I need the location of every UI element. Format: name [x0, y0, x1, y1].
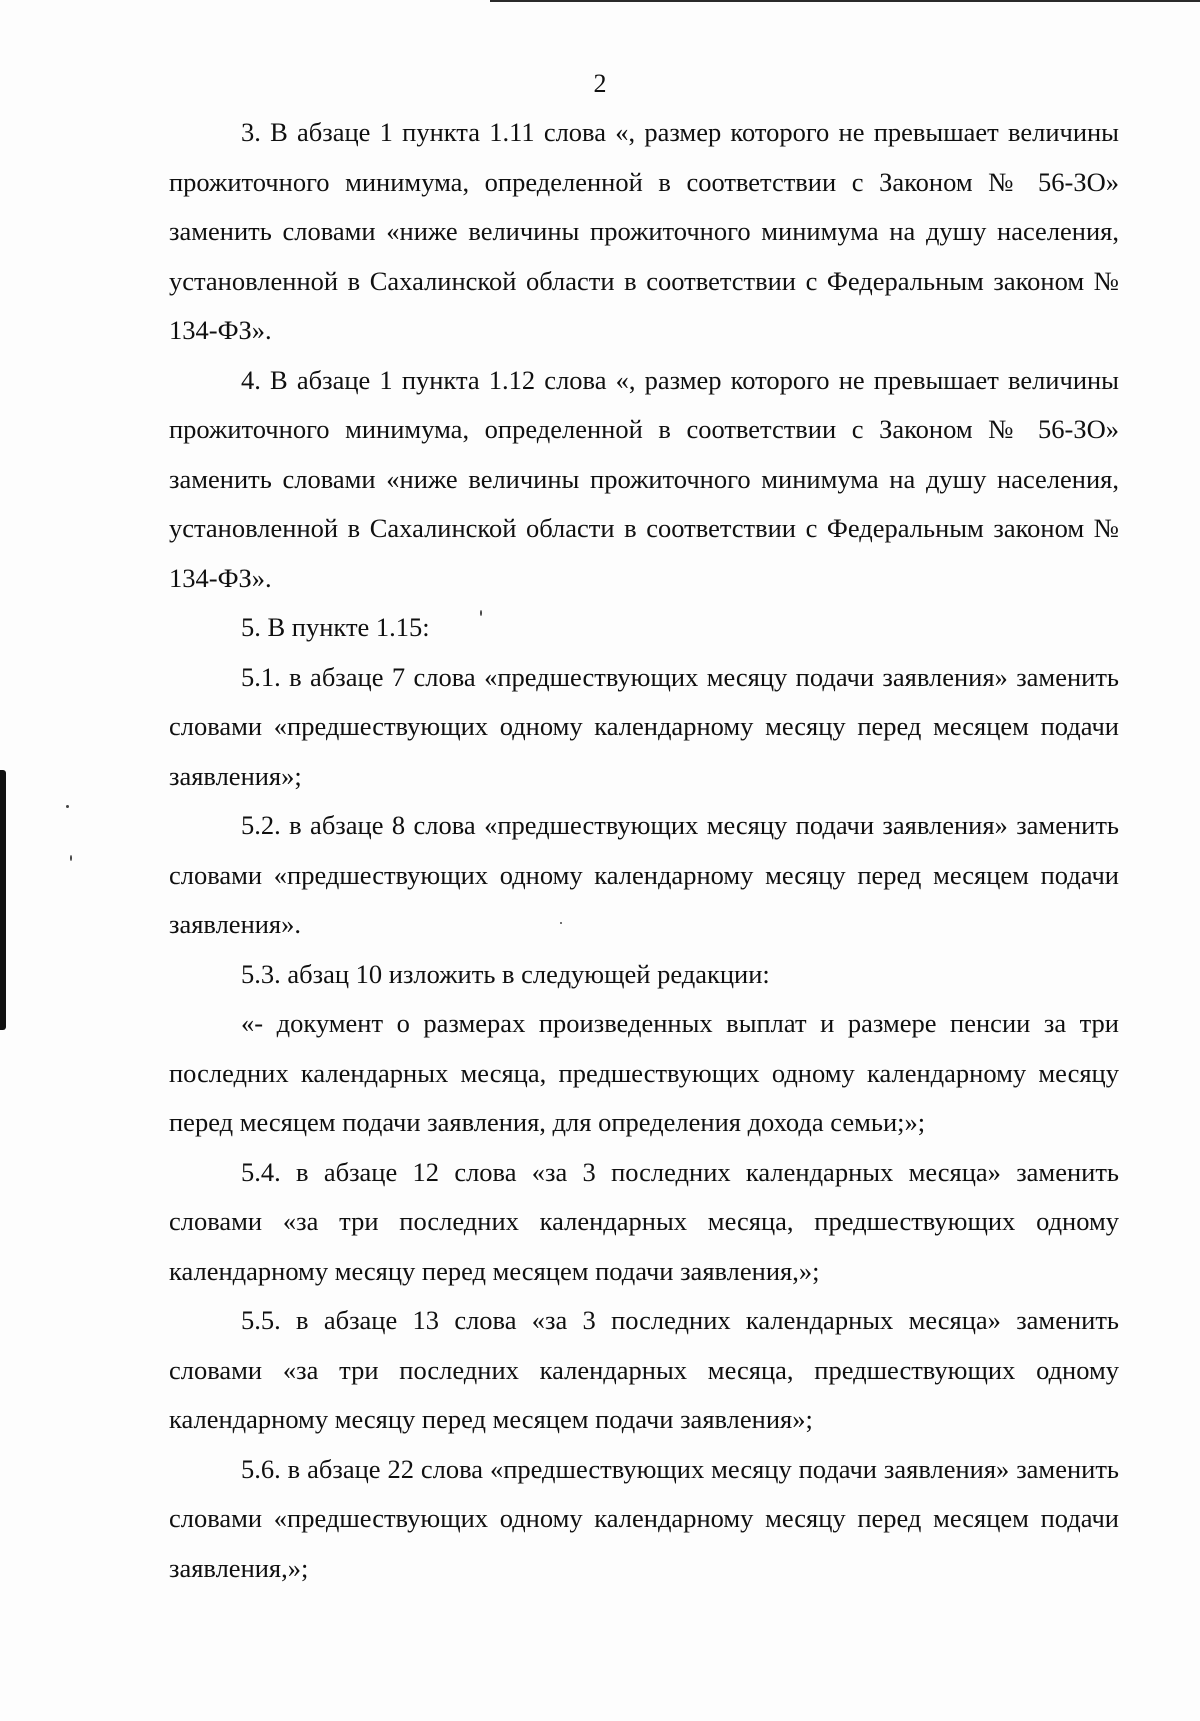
paragraph-item-3: 3. В абзаце 1 пункта 1.11 слова «, размер которого не превышает величины прожиточного минимума, определенной в соответствии с Законом № 56-ЗО» заменить словами «ниже величины прожиточного минимума на душу населения, установленной в Сахалинской области в соответствии с Федеральным законом № 134-ФЗ».	[169, 117, 1119, 345]
paragraph-quote: «- документ о размерах произведенных выплат и размере пенсии за три последних календарных месяца, предшествующих одному календарному месяцу перед месяцем подачи заявления, для определения дохода семьи;»;	[169, 1008, 1119, 1137]
paragraph-item-4: 4. В абзаце 1 пункта 1.12 слова «, размер которого не превышает величины прожиточного минимума, определенной в соответствии с Законом № 56-ЗО» заменить словами «ниже величины прожиточного минимума на душу населения, установленной в Сахалинской области в соответствии с Федеральным законом № 134-ФЗ».	[169, 364, 1119, 593]
scan-top-rule	[490, 0, 1200, 2]
scan-speck	[66, 805, 69, 808]
paragraph-item-5: 5. В пункте 1.15:	[241, 612, 430, 642]
paragraph-item-5-3: 5.3. абзац 10 изложить в следующей редакции:	[241, 958, 770, 989]
paragraph-item-5-1: 5.1. в абзаце 7 слова «предшествующих месяцу подачи заявления» заменить словами «предшествующих одному календарному месяцу перед месяцем подачи заявления»;	[169, 661, 1119, 791]
paragraph-item-5-4: 5.4. в абзаце 12 слова «за 3 последних календарных месяца» заменить словами «за три последних календарных месяца, предшествующих одному календарному месяцу перед месяцем подачи заявления,»;	[169, 1156, 1119, 1286]
document-body	[169, 108, 1119, 1593]
scan-left-edge	[0, 770, 6, 1030]
page-number: 2	[593, 69, 607, 98]
paragraph-item-5-5: 5.5. в абзаце 13 слова «за 3 последних календарных месяца» заменить словами «за три последних календарных месяца, предшествующих одному календарному месяцу перед месяцем подачи заявления»;	[169, 1305, 1119, 1434]
scan-speck	[70, 855, 72, 861]
paragraph-item-5-2: 5.2. в абзаце 8 слова «предшествующих месяцу подачи заявления» заменить словами «предшествующих одному календарному месяцу перед месяцем подачи заявления».	[169, 810, 1119, 939]
paragraph-item-5-6: 5.6. в абзаце 22 слова «предшествующих месяцу подачи заявления» заменить словами «предшествующих одному календарному месяцу перед месяцем подачи заявления,»;	[169, 1453, 1119, 1583]
